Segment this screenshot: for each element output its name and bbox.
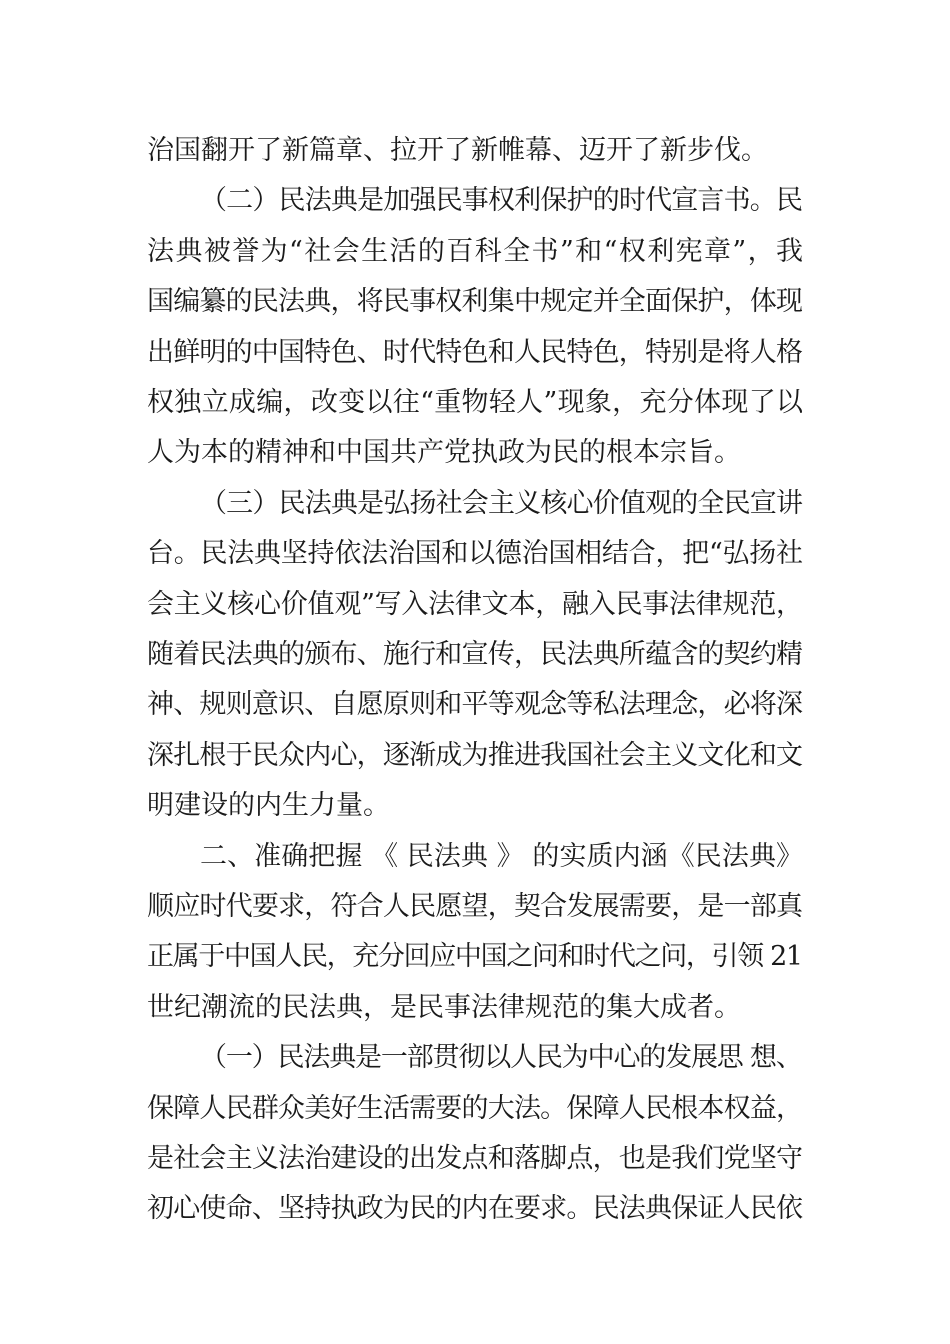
line-text: 正属于中国人民，充分回应中国之问和时代之问，引领 21 — [147, 941, 802, 972]
line-text: 权独立成编，改变以往“重物轻人”现象，充分体现了以 — [147, 387, 804, 418]
line-text: 世纪潮流的民法典，是民事法律规范的集大成者。 — [147, 992, 741, 1023]
line-text: （三）民法典是弘扬社会主义核心价值观的全民宣讲 — [200, 488, 803, 519]
text-line — [0, 176, 950, 226]
text-line — [0, 277, 950, 327]
text-line — [0, 126, 950, 176]
text-line — [0, 1134, 950, 1184]
text-line — [0, 1033, 950, 1083]
line-text: 顺应时代要求，符合人民愿望，契合发展需要，是一部真 — [147, 891, 803, 922]
text-line — [0, 781, 950, 831]
text-line — [0, 630, 950, 680]
text-line — [0, 428, 950, 478]
line-text: 是社会主义法治建设的出发点和落脚点，也是我们党坚守 — [147, 1143, 803, 1174]
text-line — [0, 328, 950, 378]
line-text: 法典被誉为“社会生活的百科全书”和“权利宪章”，我 — [147, 236, 805, 267]
line-text: （一）民法典是一部贯彻以人民为中心的发展思 想、 — [200, 1042, 802, 1073]
text-line — [0, 378, 950, 428]
line-text: 明建设的内生力量。 — [147, 790, 390, 821]
text-line — [0, 227, 950, 277]
text-line — [0, 983, 950, 1033]
line-text: 会主义核心价值观”写入法律文本，融入民事法律规范， — [147, 589, 803, 620]
text-line — [0, 1184, 950, 1234]
text-line — [0, 479, 950, 529]
line-text: 台。民法典坚持依法治国和以德治国相结合，把“弘扬社 — [147, 538, 803, 569]
line-text: 深扎根于民众内心，逐渐成为推进我国社会主义文化和文 — [147, 740, 803, 771]
text-line — [0, 680, 950, 730]
text-line — [0, 529, 950, 579]
line-text: 初心使命、坚持执政为民的内在要求。民法典保证人民依 — [147, 1193, 803, 1224]
line-text: 二、准确把握 《 民法典 》 的实质内涵《民法典》 — [200, 841, 804, 872]
line-text: 保障人民群众美好生活需要的大法。保障人民根本权益， — [147, 1093, 803, 1124]
line-text: 治国翻开了新篇章、拉开了新帷幕、迈开了新步伐。 — [147, 135, 768, 166]
text-line — [0, 832, 950, 882]
line-text: 神、规则意识、自愿原则和平等观念等私法理念，必将深 — [147, 689, 803, 720]
line-text: 出鲜明的中国特色、时代特色和人民特色，特别是将人格 — [147, 337, 803, 368]
text-line — [0, 731, 950, 781]
text-line — [0, 882, 950, 932]
text-line — [0, 1084, 950, 1134]
text-line — [0, 932, 950, 982]
line-text: 随着民法典的颁布、施行和宣传，民法典所蕴含的契约精 — [147, 639, 803, 670]
line-text: （二）民法典是加强民事权利保护的时代宣言书。民 — [200, 185, 803, 216]
line-text: 国编纂的民法典，将民事权利集中规定并全面保护，体现 — [147, 286, 803, 317]
text-line — [0, 580, 950, 630]
line-text: 人为本的精神和中国共产党执政为民的根本宗旨。 — [147, 437, 741, 468]
